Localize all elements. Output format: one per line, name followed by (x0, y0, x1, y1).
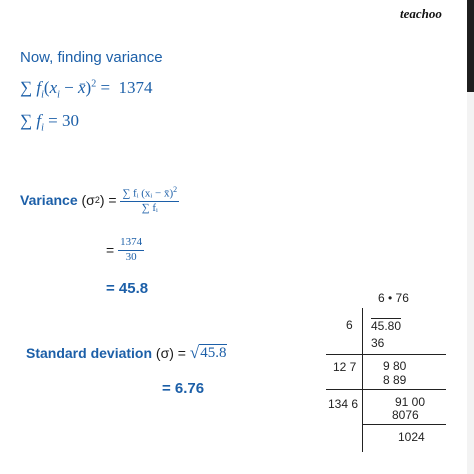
division-quotient: 6 • 76 (378, 291, 409, 305)
variance-formula: Variance (σ 2 ) = $\frac{\sum fᵢ (xᵢ - x̄)^2}{\text{∑ fᵢ}}$ (20, 185, 178, 215)
division-dividend: 91 00 (395, 395, 426, 409)
division-dividend: 9 80 (383, 359, 407, 373)
variance-label: Variance (20, 192, 78, 209)
division-rule (326, 354, 446, 355)
division-divisor: 134 6 (328, 397, 359, 411)
scrollbar-thumb[interactable] (467, 0, 474, 92)
sum-frequency-equation: ∑ $f_i = 30$ (20, 111, 79, 134)
standard-deviation-formula: Standard deviation (σ) = √ 45.8 (26, 343, 227, 362)
variance-result: = 45.8 (106, 280, 149, 297)
division-dividend: 45.80 (371, 319, 402, 333)
teachoo-logo: teachoo (400, 6, 442, 21)
variance-numerator: 1374 (118, 237, 144, 251)
division-vertical-rule (362, 308, 363, 452)
sum-frequency-value: 30 (61, 111, 79, 130)
division-subtract: 36 (371, 336, 385, 350)
division-remainder: 1024 (398, 430, 425, 444)
variance-fraction: $\frac{\sum fᵢ (xᵢ - x̄)^2}{\text{∑ fᵢ}}$ (122, 185, 178, 215)
division-divisor: 12 7 (333, 360, 357, 374)
variance-denominator: 30 (125, 250, 137, 263)
division-subtract: 8076 (392, 408, 419, 422)
division-divisor: 6 (346, 318, 353, 332)
standard-deviation-result: = 6.76 (162, 380, 205, 397)
section-heading: Now, finding variance (20, 49, 163, 66)
sqrt-radicand: 45.8 (200, 345, 227, 361)
variance-substitution: = $\frac{1374}{30}$ (106, 236, 143, 263)
sum-squared-deviation-equation: ∑ $f_i(x_i$ − x̄)$^2$ = 1374 (20, 78, 153, 101)
division-subtract: 8 89 (383, 373, 407, 387)
division-rule (362, 424, 446, 425)
standard-deviation-label: Standard deviation (26, 345, 153, 361)
sum-squared-deviation-value: 1374 (118, 78, 153, 97)
division-rule (326, 389, 446, 390)
sqrt-sign: √ (189, 343, 200, 362)
